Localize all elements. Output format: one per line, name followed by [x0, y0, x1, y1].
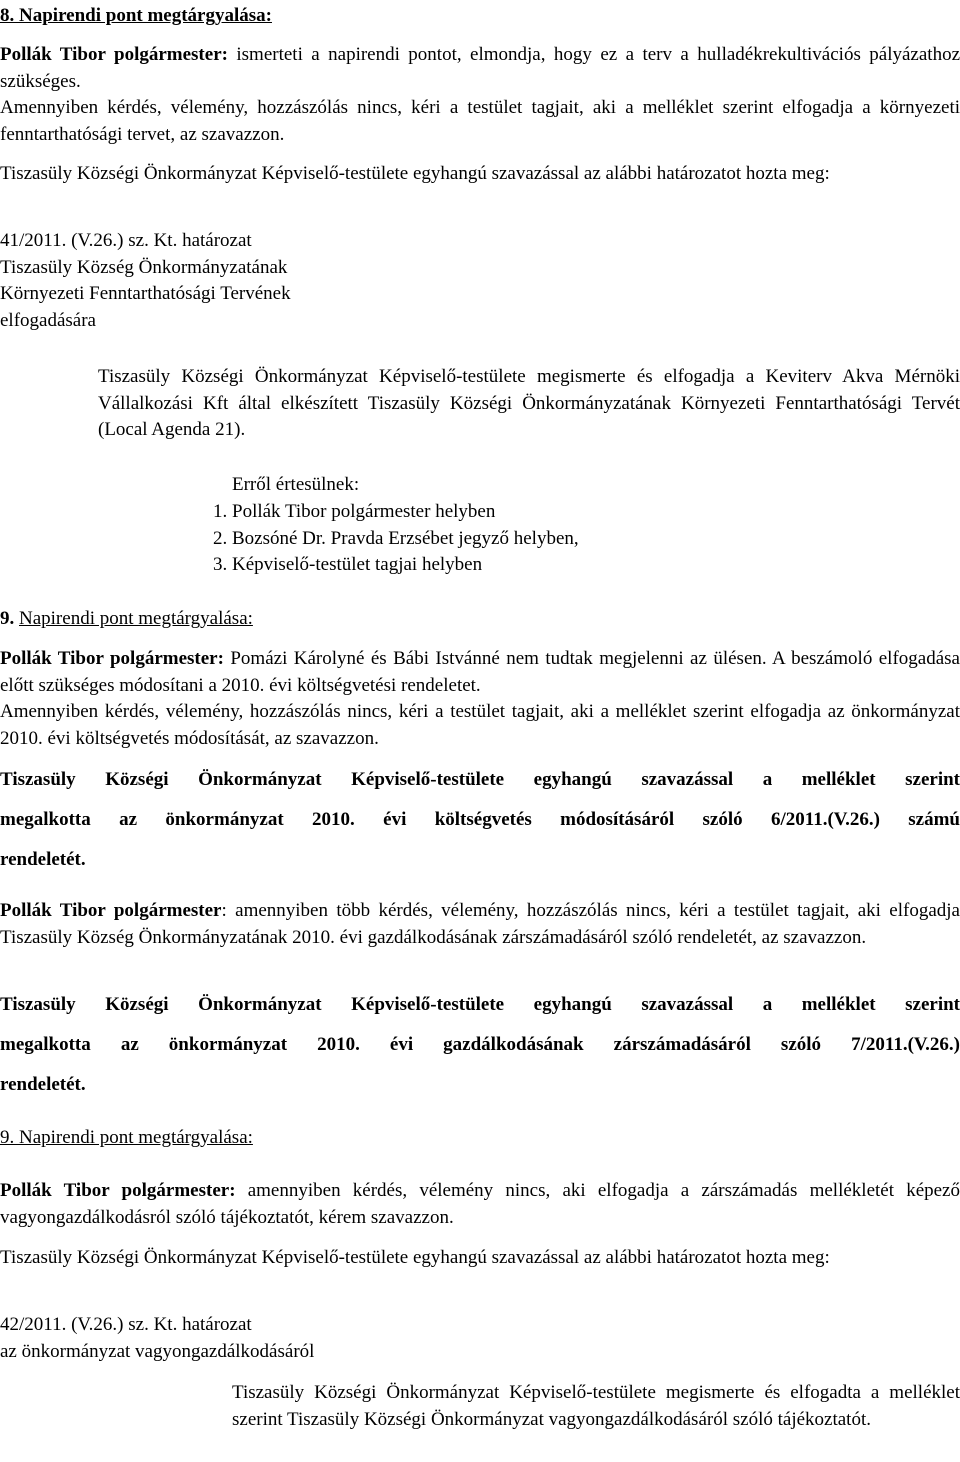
- s9-decision-2-line1: Tiszasüly Községi Önkormányzat Képviselő-testülete egyhangú szavazással a melléklet szerint: [0, 994, 960, 1015]
- s9-decision-2-line2: megalkotta az önkormányzat 2010. évi gazdálkodásának zárszámadásáról szóló 7/2011.(V.26.): [0, 1034, 960, 1055]
- list-item: 1. Pollák Tibor polgármester helyben: [232, 499, 579, 526]
- s9b-speaker: Pollák Tibor polgármester:: [0, 1180, 236, 1201]
- s8-resolution-title: 41/2011. (V.26.) sz. Kt. határozat Tiszasüly Község Önkormányzatának Környezeti Fenntarthatósági Tervének elfogadására: [0, 230, 291, 331]
- s9b-resolution-body: Tiszasüly Községi Önkormányzat Képviselő-testülete megismerte és elfogadta a melléklet szerint Tiszasüly Községi Önkormányzat vagyongazdálkodásáról szóló tájékoztatót.: [232, 1382, 960, 1430]
- s9b-resolution-number: 42/2011. (V.26.) sz. Kt. határozat: [0, 1314, 252, 1335]
- s8-vote-call: Amennyiben kérdés, vélemény, hozzászólás nincs, kéri a testület tagjait, aki a melléklet szerint elfogadja a környezeti fenntarthatósági tervet, az szavazzon.: [0, 97, 960, 145]
- s9b-decision-text: Tiszasüly Községi Önkormányzat Képviselő-testülete egyhangú szavazással az alábbi határozatot hozta meg:: [0, 1247, 830, 1268]
- s8-resolution-number: 41/2011. (V.26.) sz. Kt. határozat: [0, 230, 252, 251]
- s9-decision-1-line1: Tiszasüly Községi Önkormányzat Képviselő-testülete egyhangú szavazással a melléklet szerint: [0, 769, 960, 790]
- s9b-resolution-title: 42/2011. (V.26.) sz. Kt. határozat az önkormányzat vagyongazdálkodásáról: [0, 1314, 315, 1362]
- s8-decision-text: Tiszasüly Községi Önkormányzat Képviselő-testülete egyhangú szavazással az alábbi határozatot hozta meg:: [0, 163, 830, 184]
- s9b-speaker-paragraph: Pollák Tibor polgármester: amennyiben kérdés, vélemény nincs, aki elfogadja a zárszámadás mellékletét képező vagyongazdálkodásról szóló tájékoztatót, kérem szavazzon.: [0, 1180, 960, 1228]
- s9-speaker-paragraph: Pollák Tibor polgármester: Pomázi Károlyné és Bábi Istvánné nem tudtak megjelenni az ülésen. A beszámoló elfogadása előtt szükséges módosítani a 2010. évi költségvetési rendeletet.: [0, 648, 960, 696]
- s9-decision-2-line3: rendeletét.: [0, 1074, 86, 1095]
- s9-decision-1-line2: megalkotta az önkormányzat 2010. évi költségvetés módosításáról szóló 6/2011.(V.26.) számú: [0, 809, 960, 830]
- section-9-heading: 9. Napirendi pont megtárgyalása:: [0, 608, 253, 629]
- s9-speaker: Pollák Tibor polgármester:: [0, 648, 224, 669]
- section-9b-heading: 9. Napirendi pont megtárgyalása:: [0, 1127, 253, 1148]
- s9-decision-1-line3: rendeletét.: [0, 849, 86, 870]
- s9-speaker-paragraph-2: Pollák Tibor polgármester: amennyiben több kérdés, vélemény, hozzászólás nincs, kéri a testület tagjait, aki elfogadja Tiszasüly Község Önkormányzatának 2010. évi gazdálkodásának zárszámadásáról szóló rendeletét, az szavazzon.: [0, 900, 960, 948]
- s8-speaker-paragraph: Pollák Tibor polgármester: ismerteti a napirendi pontot, elmondja, hogy ez a terv a hulladékrekultivációs pályázathoz szükséges.: [0, 44, 960, 92]
- s8-notify-label: Erről értesülnek:: [232, 474, 360, 495]
- s9-speaker-2: Pollák Tibor polgármester: [0, 900, 222, 921]
- section-8-heading: 8. Napirendi pont megtárgyalása:: [0, 5, 272, 26]
- list-item: 2. Bozsóné Dr. Pravda Erzsébet jegyző helyben,: [232, 526, 579, 553]
- s8-speaker: Pollák Tibor polgármester:: [0, 44, 228, 65]
- s8-recipient-list: [232, 499, 579, 579]
- s8-resolution-body: Tiszasüly Községi Önkormányzat Képviselő-testülete megismerte és elfogadja a Keviterv Akva Mérnöki Vállalkozási Kft által elkészített Tiszasüly Községi Önkormányzatának Környezeti Fenntarthatósági Tervét (Local Agenda 21).: [98, 366, 960, 440]
- list-item: 3. Képviselő-testület tagjai helyben: [232, 552, 579, 579]
- s9-vote-call: Amennyiben kérdés, vélemény, hozzászólás nincs, kéri a testület tagjait, aki a melléklet szerint elfogadja az önkormányzat 2010. évi költségvetés módosítását, az szavazzon.: [0, 701, 960, 749]
